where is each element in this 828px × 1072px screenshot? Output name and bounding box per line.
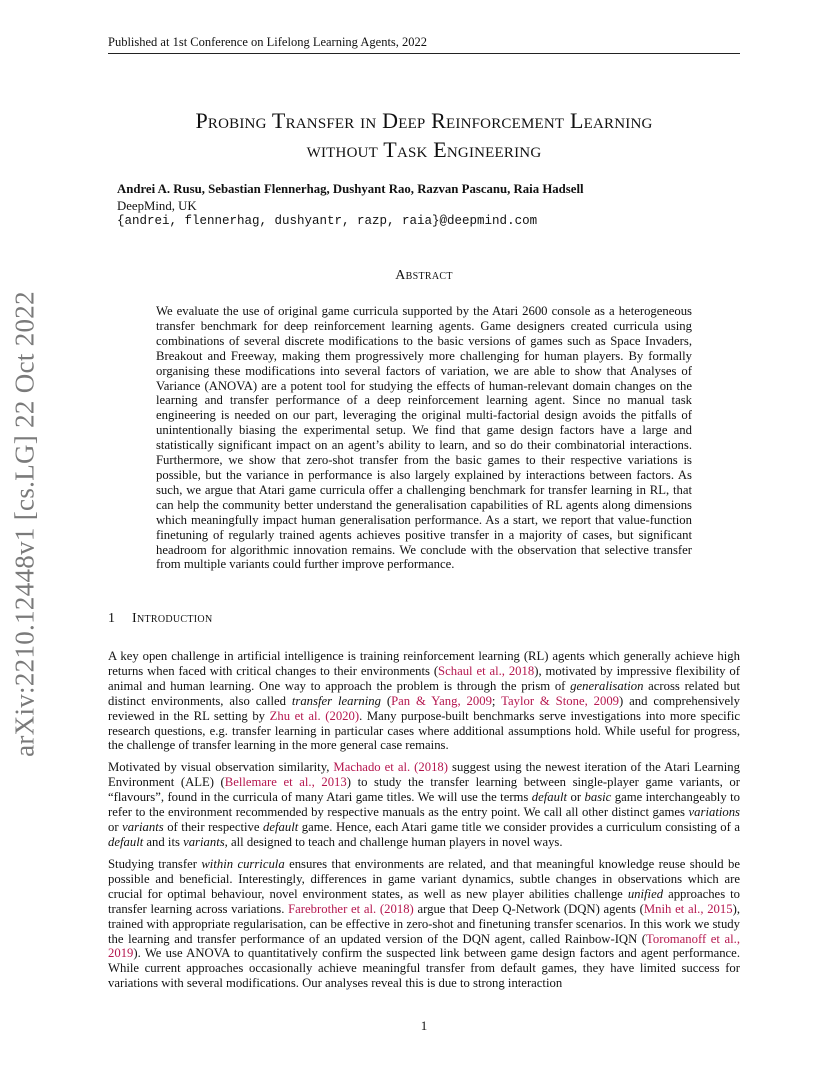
emphasis: unified bbox=[627, 886, 664, 901]
text-run: Studying transfer bbox=[108, 857, 202, 871]
section-heading bbox=[108, 611, 212, 627]
emphasis: variants bbox=[122, 819, 164, 834]
text-run: approaches to transfer learning across variations. bbox=[108, 886, 741, 916]
citation-link[interactable]: Pan & Yang, 2009 bbox=[391, 693, 492, 708]
abstract-heading: Abstract bbox=[395, 268, 453, 283]
intro-paragraph-3 bbox=[108, 857, 740, 991]
citation-link[interactable]: Machado et al. (2018) bbox=[333, 760, 448, 774]
text-run: argue that Deep Q-Network (DQN) agents ( bbox=[413, 901, 644, 916]
emphasis: variants bbox=[183, 834, 225, 849]
intro-paragraph-1 bbox=[108, 649, 740, 753]
text-run: ) to study the transfer learning between single-player game variants, or “flavours”, found in the curricula of many Atari game titles. We will use the terms bbox=[108, 774, 740, 804]
section-title: Introduction bbox=[132, 611, 213, 626]
citation-link[interactable]: Schaul et al., 2018 bbox=[438, 663, 535, 678]
emphasis: default bbox=[263, 819, 299, 834]
text-run: ensures that environments are related, and that meaningful knowledge reuse should be possible and beneficial. Interestingly, differences in game variant dynamics, subtle changes in observations which are crucial for optimal behaviour, novel environment states, as well as new player abilities challenge bbox=[108, 857, 740, 901]
text-run: ( bbox=[380, 693, 392, 708]
text-run: ), trained with appropriate regularisation, can be effective in zero-shot and finetuning transfer scenarios. In this work we study the learning and transfer performance of an updated version of the DQN agent, called Rainbow-IQN ( bbox=[108, 901, 740, 946]
text-run: ) and comprehensively reviewed in the RL setting by bbox=[108, 693, 741, 723]
author-emails: {andrei, flennerhag, dushyantr, razp, raia}@deepmind.com bbox=[117, 214, 538, 228]
text-run: game. Hence, each Atari game title we consider provides a curriculum consisting of a bbox=[298, 819, 740, 834]
emphasis: default bbox=[108, 834, 144, 849]
arxiv-stamp: arXiv:2210.12448v1 [cs.LG] 22 Oct 2022 bbox=[9, 291, 40, 757]
text-run: ), motivated by impressive flexibility of animal and human learning. One way to approach the problem is through the prism of bbox=[108, 663, 740, 693]
citation-link[interactable]: Mnih et al., 2015 bbox=[643, 901, 733, 916]
text-run: across related but distinct environments, also called bbox=[108, 678, 741, 708]
emphasis: basic bbox=[584, 789, 612, 804]
text-run: or bbox=[567, 789, 585, 804]
text-run: , all designed to teach and challenge human players in novel ways. bbox=[224, 834, 563, 849]
text-run: suggest using the newest iteration of the Atari Learning Environment (ALE) ( bbox=[108, 760, 740, 789]
text-run: . Many purpose-built benchmarks serve investigations into more specific research questions, e.g. transfer learning in particular cases where additional assumptions hold. While useful for progress, the challenge of transfer learning in the more general case remains. bbox=[108, 708, 740, 753]
emphasis: default bbox=[531, 789, 568, 804]
page-number: 1 bbox=[420, 1018, 428, 1033]
paper-title bbox=[108, 106, 740, 164]
arxiv-sidebar bbox=[0, 289, 50, 759]
emphasis: generalisation bbox=[570, 678, 644, 693]
citation-link[interactable]: Taylor & Stone, 2009 bbox=[501, 693, 620, 708]
emphasis: within curricula bbox=[201, 857, 285, 871]
citation-link[interactable]: Farebrother et al. (2018) bbox=[288, 901, 414, 916]
title-line-2: without Task Engineering bbox=[306, 137, 542, 162]
citation-link[interactable]: Zhu et al. (2020) bbox=[269, 708, 360, 723]
text-run: A key open challenge in artificial intelligence is training reinforcement learning (RL) agents which generally achieve high returns when faced with critical changes to their environments ( bbox=[108, 649, 740, 678]
text-run: or bbox=[108, 819, 123, 834]
text-run: and its bbox=[143, 834, 184, 849]
intro-paragraph-2 bbox=[108, 760, 740, 849]
affiliation: DeepMind, UK bbox=[117, 199, 197, 213]
text-run: ). We use ANOVA to quantitatively confirm the suspected link between game design factors and agent performance. While current approaches occasionally achieve meaningful transfer from default games, they have limited success for variations with several modifications. Our analyses reveal this is due to strong interaction bbox=[108, 946, 740, 991]
text-run: of their respective bbox=[163, 819, 264, 834]
text-run: ; bbox=[491, 693, 502, 708]
text-run: game interchangeably to refer to the environment recommended by respective manuals as the entry point. We call all other distinct games bbox=[108, 789, 740, 819]
running-header: Published at 1st Conference on Lifelong Learning Agents, 2022 bbox=[108, 35, 428, 49]
emphasis: transfer learning bbox=[291, 693, 381, 708]
header-rule bbox=[108, 53, 740, 54]
text-run: Motivated by visual observation similarity, bbox=[108, 760, 334, 774]
abstract-body: We evaluate the use of original game curricula supported by the Atari 2600 console as a heterogeneous transfer benchmark for deep reinforcement learning agents. Game designers created curricula using combinations of several discrete modifications to the basic versions of games such as Space Invaders, Breakout and Freeway, making them progressively more challenging for human players. By formally organising these modifications into several factors of variation, we are able to show that Analyses of Variance (ANOVA) are a potent tool for studying the effects of human-relevant domain changes on the learning and transfer performance of a deep reinforcement learning agent. Since no manual task engineering is needed on our part, leveraging the original multi-factorial design avoids the pitfalls of unintentionally biasing the experimental setup. We find that game design factors have a large and statistically significant impact on an agent’s ability to learn, and so do their combinatorial interactions. Furthermore, we show that zero-shot transfer from the basic games to their respective variations is possible, but the variance in performance is also largely explained by interactions between factors. As such, we argue that Atari game curricula offer a challenging benchmark for transfer learning in RL, that can help the community better understand the generalisation capabilities of RL agents along dimensions which meaningfully impact human generalisation performance. As a start, we report that value-function finetuning of regularly trained agents achieves positive transfer in a majority of cases, but significant headroom for algorithmic innovation remains. We conclude with the observation that selective transfer from multiple variants could further improve performance. bbox=[156, 304, 692, 572]
citation-link[interactable]: Bellemare et al., 2013 bbox=[224, 774, 347, 789]
author-list: Andrei A. Rusu, Sebastian Flennerhag, Dushyant Rao, Razvan Pascanu, Raia Hadsell bbox=[117, 182, 584, 196]
title-line-1: Probing Transfer in Deep Reinforcement Learning bbox=[195, 108, 653, 133]
emphasis: variations bbox=[688, 804, 740, 819]
section-number: 1 bbox=[108, 611, 115, 626]
citation-link[interactable]: Toromanoff et al., 2019 bbox=[108, 931, 740, 961]
